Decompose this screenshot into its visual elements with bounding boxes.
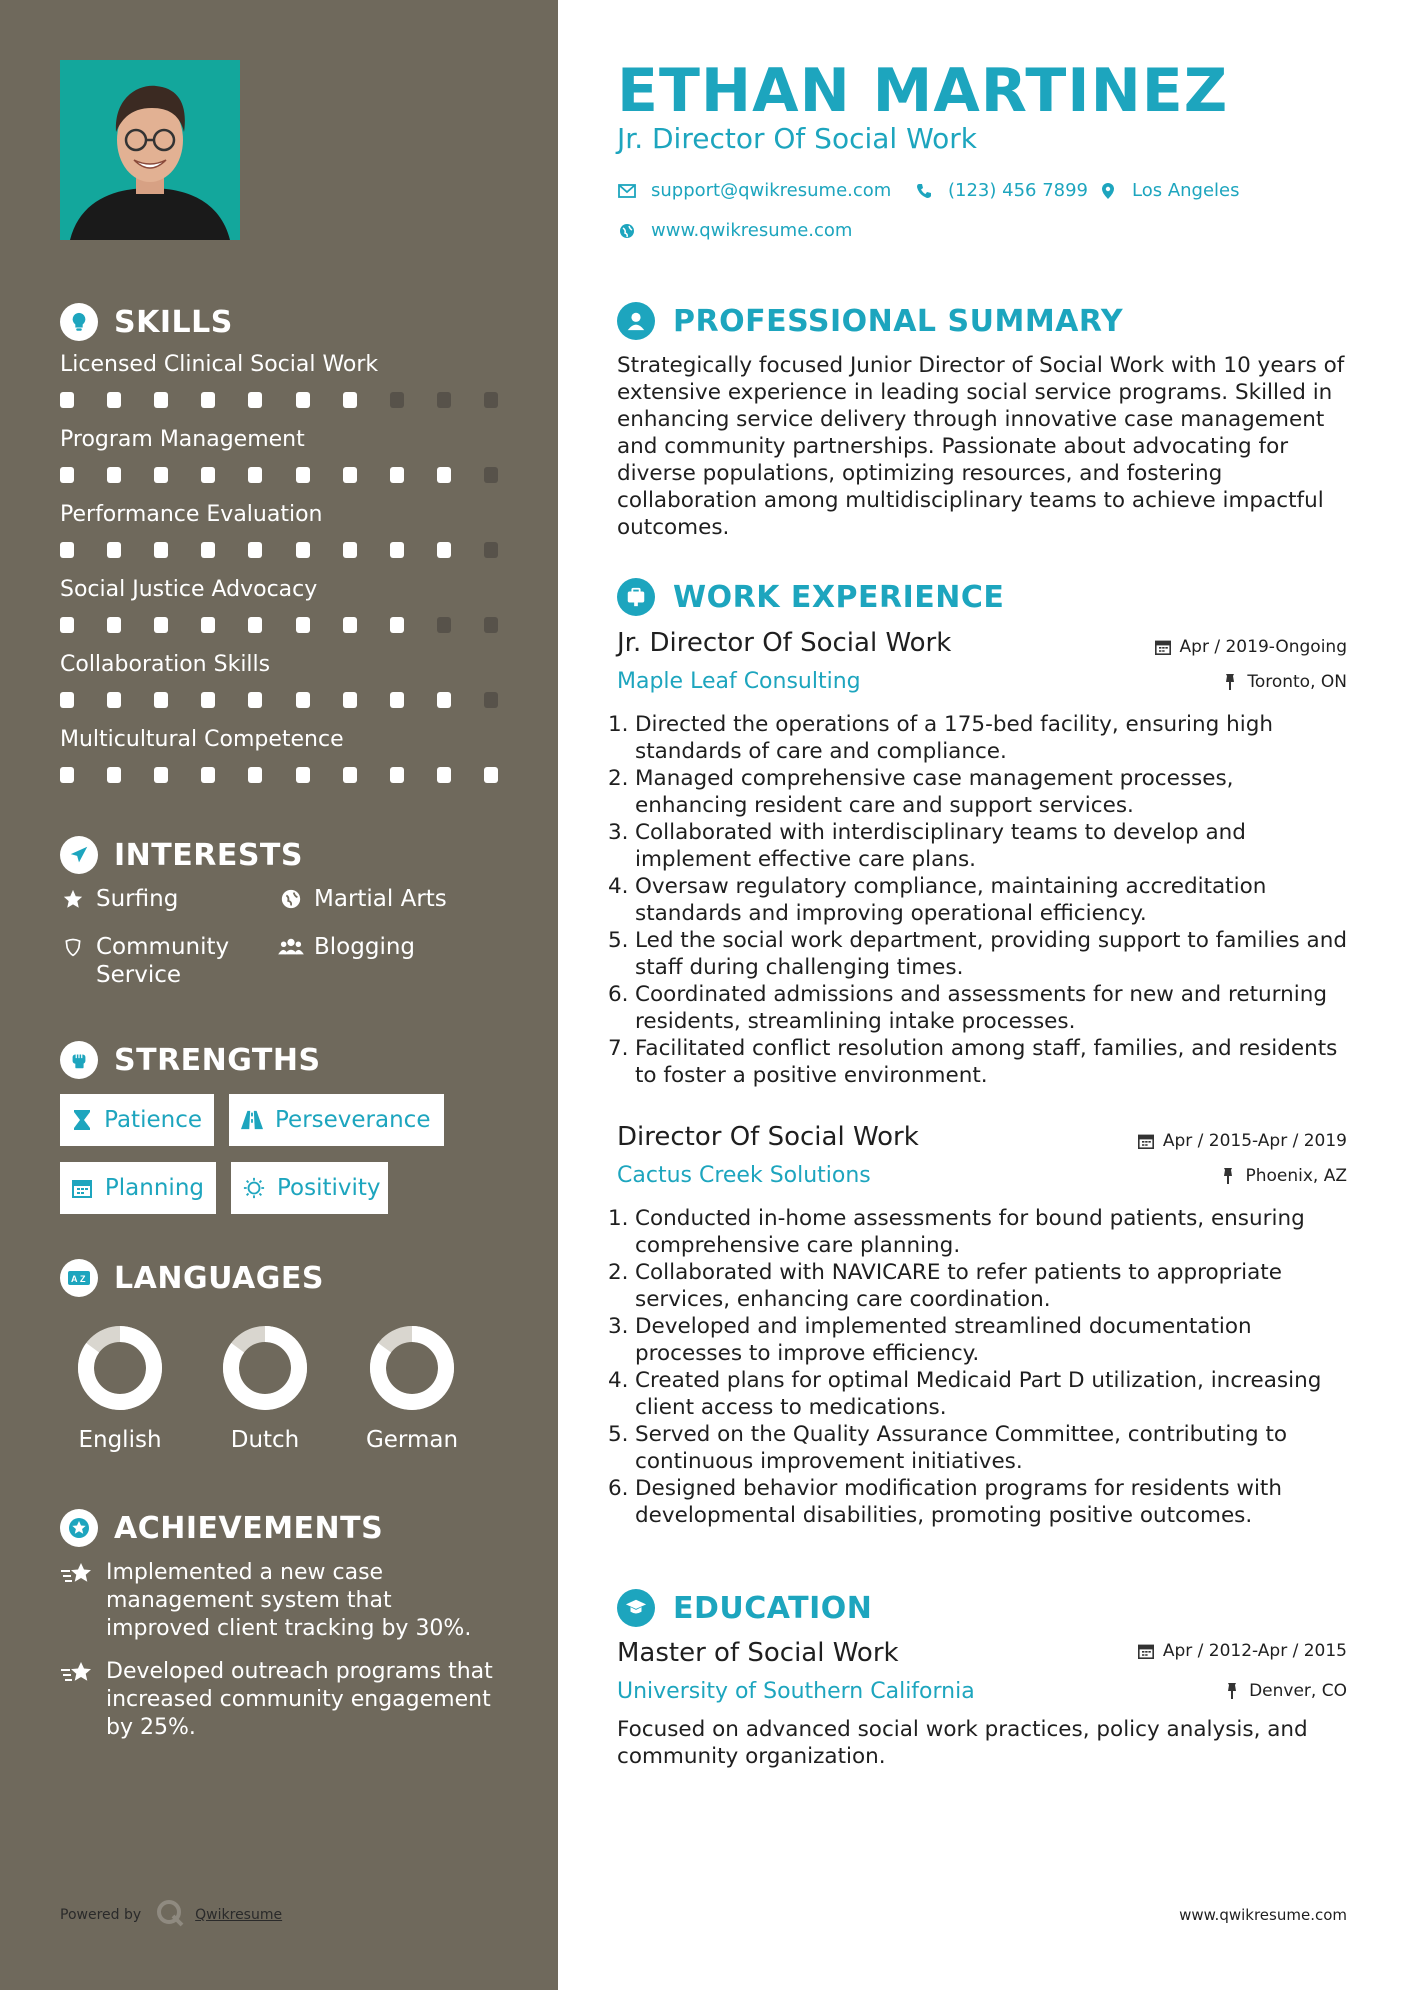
bullet-number: 4. — [608, 874, 629, 899]
skill-dot — [201, 467, 215, 483]
skill-name: Performance Evaluation — [60, 502, 323, 527]
svg-text:Z: Z — [80, 1274, 86, 1284]
shield-outline-icon — [60, 934, 86, 960]
skill-dot — [248, 542, 262, 558]
skill-dot — [390, 767, 404, 783]
job-dates — [1137, 1131, 1347, 1151]
skill-level-dots — [60, 617, 498, 633]
contact-email[interactable] — [617, 180, 891, 201]
skill-dot — [60, 767, 74, 783]
skill-dot — [484, 542, 498, 558]
skill-dot — [107, 692, 121, 708]
user-icon — [617, 302, 655, 340]
lightbulb-icon — [60, 303, 98, 341]
job-bullet — [608, 1475, 1350, 1529]
bullet-number: 7. — [608, 1036, 629, 1061]
education-title: EDUCATION — [673, 1590, 873, 1626]
achievements-heading — [60, 1509, 383, 1547]
skill-dot — [107, 767, 121, 783]
bullet-number: 1. — [608, 1206, 629, 1231]
skills-heading — [60, 303, 233, 341]
skill-dot — [343, 542, 357, 558]
language-name: English — [78, 1427, 162, 1453]
graduation-icon — [617, 1589, 655, 1627]
shooting-star-icon — [60, 1561, 94, 1591]
paper-plane-icon — [60, 836, 98, 874]
bullet-text: Collaborated with interdisciplinary teams to develop and implement effective care plans. — [635, 820, 1246, 872]
skill-dot — [107, 392, 121, 408]
contact-location — [1098, 180, 1240, 201]
bullet-text: Coordinated admissions and assessments for new and returning residents, streamlining intake processes. — [635, 982, 1327, 1034]
skill-name: Collaboration Skills — [60, 652, 271, 677]
strength-badge — [231, 1162, 388, 1214]
experience-title: WORK EXPERIENCE — [673, 579, 1005, 615]
skill-dot — [390, 692, 404, 708]
job-company: Cactus Creek Solutions — [617, 1163, 871, 1188]
languages-title: LANGUAGES — [114, 1260, 324, 1296]
skill-dot — [437, 767, 451, 783]
bullet-number: 1. — [608, 712, 629, 737]
skill-dot — [390, 617, 404, 633]
skill-dot — [201, 392, 215, 408]
calendar-icon — [1137, 1642, 1155, 1660]
skill-dot — [296, 392, 310, 408]
qwikresume-logo-icon — [155, 1898, 185, 1932]
fist-icon — [60, 1041, 98, 1079]
bullet-text: Designed behavior modification programs for residents with developmental disabilities, promoting positive outcomes. — [635, 1476, 1282, 1528]
phone-icon — [914, 181, 934, 201]
bullet-number: 4. — [608, 1368, 629, 1393]
job-bullet — [608, 765, 1350, 819]
skill-dot — [484, 767, 498, 783]
language-ring — [369, 1325, 455, 1411]
skill-item — [60, 350, 500, 408]
strength-label: Planning — [104, 1175, 204, 1201]
skill-dot — [60, 392, 74, 408]
strength-label: Perseverance — [275, 1107, 431, 1133]
achievement-text: Developed outreach programs that increased community engagement by 25%. — [106, 1659, 493, 1740]
skill-dot — [60, 542, 74, 558]
school-name: University of Southern California — [617, 1679, 975, 1704]
job-bullets — [608, 711, 1350, 1089]
hourglass-icon — [72, 1109, 92, 1131]
bullet-number: 3. — [608, 820, 629, 845]
achievement-text: Implemented a new case management system that improved client tracking by 30%. — [106, 1560, 472, 1641]
skill-name: Multicultural Competence — [60, 727, 344, 752]
skill-dot — [248, 467, 262, 483]
job-location-text: Phoenix, AZ — [1245, 1166, 1347, 1186]
interests-heading — [60, 836, 303, 874]
strength-label: Positivity — [277, 1175, 381, 1201]
job-dates-text: Apr / 2015-Apr / 2019 — [1162, 1131, 1347, 1151]
skill-dot — [154, 767, 168, 783]
job-bullet — [608, 927, 1350, 981]
shooting-star-icon — [60, 1660, 94, 1690]
languages-heading — [60, 1259, 324, 1297]
skill-name: Social Justice Advocacy — [60, 577, 318, 602]
skill-dot — [343, 617, 357, 633]
job-title: Jr. Director Of Social Work — [617, 628, 952, 658]
skill-dot — [201, 617, 215, 633]
calendar-icon — [72, 1177, 93, 1199]
skill-dot — [201, 692, 215, 708]
bullet-text: Oversaw regulatory compliance, maintaining accreditation standards and improving operational efficiency. — [635, 874, 1267, 926]
skill-level-dots — [60, 467, 498, 483]
pushpin-icon — [1219, 1167, 1237, 1185]
skill-item — [60, 725, 500, 783]
language-name: Dutch — [230, 1427, 300, 1453]
job-location — [1221, 672, 1347, 692]
skill-item — [60, 500, 500, 558]
skill-dot — [390, 392, 404, 408]
education-description: Focused on advanced social work practices, policy analysis, and community organization. — [617, 1717, 1308, 1769]
bullet-text: Collaborated with NAVICARE to refer patients to appropriate services, enhancing care coordination. — [635, 1260, 1282, 1312]
skill-dot — [296, 767, 310, 783]
skill-dot — [154, 542, 168, 558]
bullet-number: 3. — [608, 1314, 629, 1339]
sun-icon — [243, 1177, 265, 1199]
skill-dot — [437, 392, 451, 408]
language-item — [45, 1325, 195, 1453]
bullet-number: 2. — [608, 1260, 629, 1285]
education-dates-text: Apr / 2012-Apr / 2015 — [1162, 1641, 1347, 1661]
job-bullet — [608, 873, 1350, 927]
footer-website[interactable]: www.qwikresume.com — [1179, 1906, 1347, 1924]
skill-dot — [248, 617, 262, 633]
job-bullet — [608, 981, 1350, 1035]
skill-item — [60, 575, 500, 633]
skill-dot — [484, 617, 498, 633]
email-text: support@qwikresume.com — [651, 180, 892, 201]
bullet-text: Directed the operations of a 175-bed facility, ensuring high standards of care and compliance. — [635, 712, 1273, 764]
job-company: Maple Leaf Consulting — [617, 669, 861, 694]
job-title: Director Of Social Work — [617, 1122, 919, 1152]
interest-label: Surfing — [96, 886, 179, 912]
calendar-icon — [1154, 638, 1172, 656]
powered-by-label: Powered by — [60, 1907, 142, 1923]
pushpin-icon — [1221, 673, 1239, 691]
skill-name: Program Management — [60, 427, 305, 452]
skill-dot — [343, 767, 357, 783]
degree-title: Master of Social Work — [617, 1638, 899, 1668]
skill-dot — [484, 467, 498, 483]
skill-dot — [201, 542, 215, 558]
svg-text:A: A — [71, 1274, 78, 1284]
skill-dot — [296, 692, 310, 708]
skill-dot — [343, 692, 357, 708]
skill-dot — [390, 467, 404, 483]
candidate-role: Jr. Director Of Social Work — [617, 122, 977, 155]
skill-dot — [390, 542, 404, 558]
qwikresume-link[interactable]: Qwikresume — [195, 1907, 283, 1923]
website-text: www.qwikresume.com — [651, 220, 853, 241]
profile-photo — [60, 60, 240, 240]
interest-label: Martial Arts — [314, 886, 447, 912]
strength-badge — [60, 1162, 216, 1214]
interest-label: Blogging — [314, 934, 416, 960]
skill-level-dots — [60, 542, 498, 558]
bullet-text: Conducted in-home assessments for bound patients, ensuring comprehensive care planning. — [635, 1206, 1305, 1258]
sidebar — [0, 0, 558, 1990]
interest-item — [278, 885, 447, 913]
experience-heading — [617, 578, 1004, 616]
job-bullet — [608, 1421, 1350, 1475]
skill-item — [60, 425, 500, 483]
bullet-text: Served on the Quality Assurance Committee, contributing to continuous improvement initiatives. — [635, 1422, 1288, 1474]
skill-dot — [60, 617, 74, 633]
job-dates — [1154, 637, 1347, 657]
education-location-text: Denver, CO — [1249, 1681, 1347, 1701]
job-bullet — [608, 1205, 1350, 1259]
calendar-icon — [1137, 1132, 1155, 1150]
achievement-item — [60, 1658, 500, 1742]
language-item — [337, 1325, 487, 1453]
skill-item — [60, 650, 500, 708]
bullet-number: 2. — [608, 766, 629, 791]
achievement-item — [60, 1559, 500, 1643]
contact-website[interactable] — [617, 220, 852, 241]
bullet-number: 5. — [608, 1422, 629, 1447]
skill-dot — [154, 692, 168, 708]
road-icon — [241, 1109, 263, 1131]
education-dates — [1137, 1641, 1347, 1661]
powered-by — [60, 1898, 282, 1932]
summary-text: Strategically focused Junior Director of Social Work with 10 years of extensive experience in leading social service programs. Skilled in enhancing service delivery through innovative case management and community partnerships. Passionate about advocating for diverse populations, optimizing resources, and fostering collaboration among multidisciplinary teams to achieve impactful outcomes. — [617, 353, 1345, 540]
pushpin-icon — [1223, 1682, 1241, 1700]
job-bullet — [608, 1313, 1350, 1367]
skill-dot — [437, 692, 451, 708]
bullet-text: Facilitated conflict resolution among staff, families, and residents to foster a positive environment. — [635, 1036, 1338, 1088]
skill-dot — [154, 392, 168, 408]
candidate-name: ETHAN MARTINEZ — [617, 56, 1229, 126]
star-icon — [60, 886, 86, 912]
interest-item — [60, 933, 260, 989]
job-location — [1219, 1166, 1347, 1186]
skill-dot — [107, 467, 121, 483]
skill-dot — [437, 542, 451, 558]
skill-dot — [437, 467, 451, 483]
language-name: German — [365, 1427, 459, 1453]
strength-badge — [60, 1094, 214, 1146]
strengths-title: STRENGTHS — [114, 1042, 321, 1078]
skill-level-dots — [60, 767, 498, 783]
bullet-number: 6. — [608, 1476, 629, 1501]
bullet-text: Led the social work department, providing support to families and staff during challenging times. — [635, 928, 1347, 980]
job-bullet — [608, 819, 1350, 873]
achievements-title: ACHIEVEMENTS — [114, 1510, 384, 1546]
education-location — [1223, 1681, 1347, 1701]
skill-dot — [248, 392, 262, 408]
language-ring — [77, 1325, 163, 1411]
skill-dot — [296, 467, 310, 483]
skill-dot — [437, 617, 451, 633]
strength-badge — [229, 1094, 444, 1146]
interest-item — [278, 933, 415, 961]
users-icon — [278, 934, 304, 960]
envelope-icon — [617, 181, 637, 201]
job-bullet — [608, 1367, 1350, 1421]
skill-dot — [107, 617, 121, 633]
skill-dot — [201, 767, 215, 783]
globe-icon — [278, 886, 304, 912]
map-pin-icon — [1098, 181, 1118, 201]
skills-title: SKILLS — [114, 304, 233, 340]
phone-text: (123) 456 7899 — [948, 180, 1089, 201]
strengths-heading — [60, 1041, 321, 1079]
skill-level-dots — [60, 692, 498, 708]
interest-item — [60, 885, 178, 913]
contact-phone[interactable] — [914, 180, 1088, 201]
education-heading — [617, 1589, 872, 1627]
skill-dot — [154, 467, 168, 483]
skill-dot — [296, 542, 310, 558]
bullet-number: 6. — [608, 982, 629, 1007]
job-dates-text: Apr / 2019-Ongoing — [1179, 637, 1347, 657]
language-ring — [222, 1325, 308, 1411]
bullet-text: Developed and implemented streamlined documentation processes to improve efficiency. — [635, 1314, 1252, 1366]
location-text: Los Angeles — [1132, 180, 1240, 201]
summary-title: PROFESSIONAL SUMMARY — [673, 303, 1124, 339]
briefcase-icon — [617, 578, 655, 616]
job-location-text: Toronto, ON — [1247, 672, 1347, 692]
summary-heading — [617, 302, 1123, 340]
skill-dot — [248, 692, 262, 708]
strength-label: Patience — [104, 1107, 202, 1133]
bullet-number: 5. — [608, 928, 629, 953]
bullet-text: Created plans for optimal Medicaid Part D utilization, increasing client access to medications. — [635, 1368, 1322, 1420]
skill-level-dots — [60, 392, 498, 408]
skill-dot — [60, 692, 74, 708]
skill-dot — [484, 692, 498, 708]
skill-dot — [343, 467, 357, 483]
skill-dot — [343, 392, 357, 408]
job-bullet — [608, 1259, 1350, 1313]
skill-name: Licensed Clinical Social Work — [60, 352, 379, 377]
language-item — [190, 1325, 340, 1453]
skill-dot — [60, 467, 74, 483]
globe-icon — [617, 221, 637, 241]
job-bullet — [608, 1035, 1350, 1089]
skill-dot — [107, 542, 121, 558]
language-icon — [60, 1259, 98, 1297]
skill-dot — [484, 392, 498, 408]
skill-dot — [154, 617, 168, 633]
skill-dot — [248, 767, 262, 783]
skill-dot — [296, 617, 310, 633]
job-bullet — [608, 711, 1350, 765]
interest-label: Community Service — [96, 934, 230, 988]
award-star-icon — [60, 1509, 98, 1547]
job-bullets — [608, 1205, 1350, 1529]
interests-title: INTERESTS — [114, 837, 303, 873]
bullet-text: Managed comprehensive case management processes, enhancing resident care and support services. — [635, 766, 1234, 818]
